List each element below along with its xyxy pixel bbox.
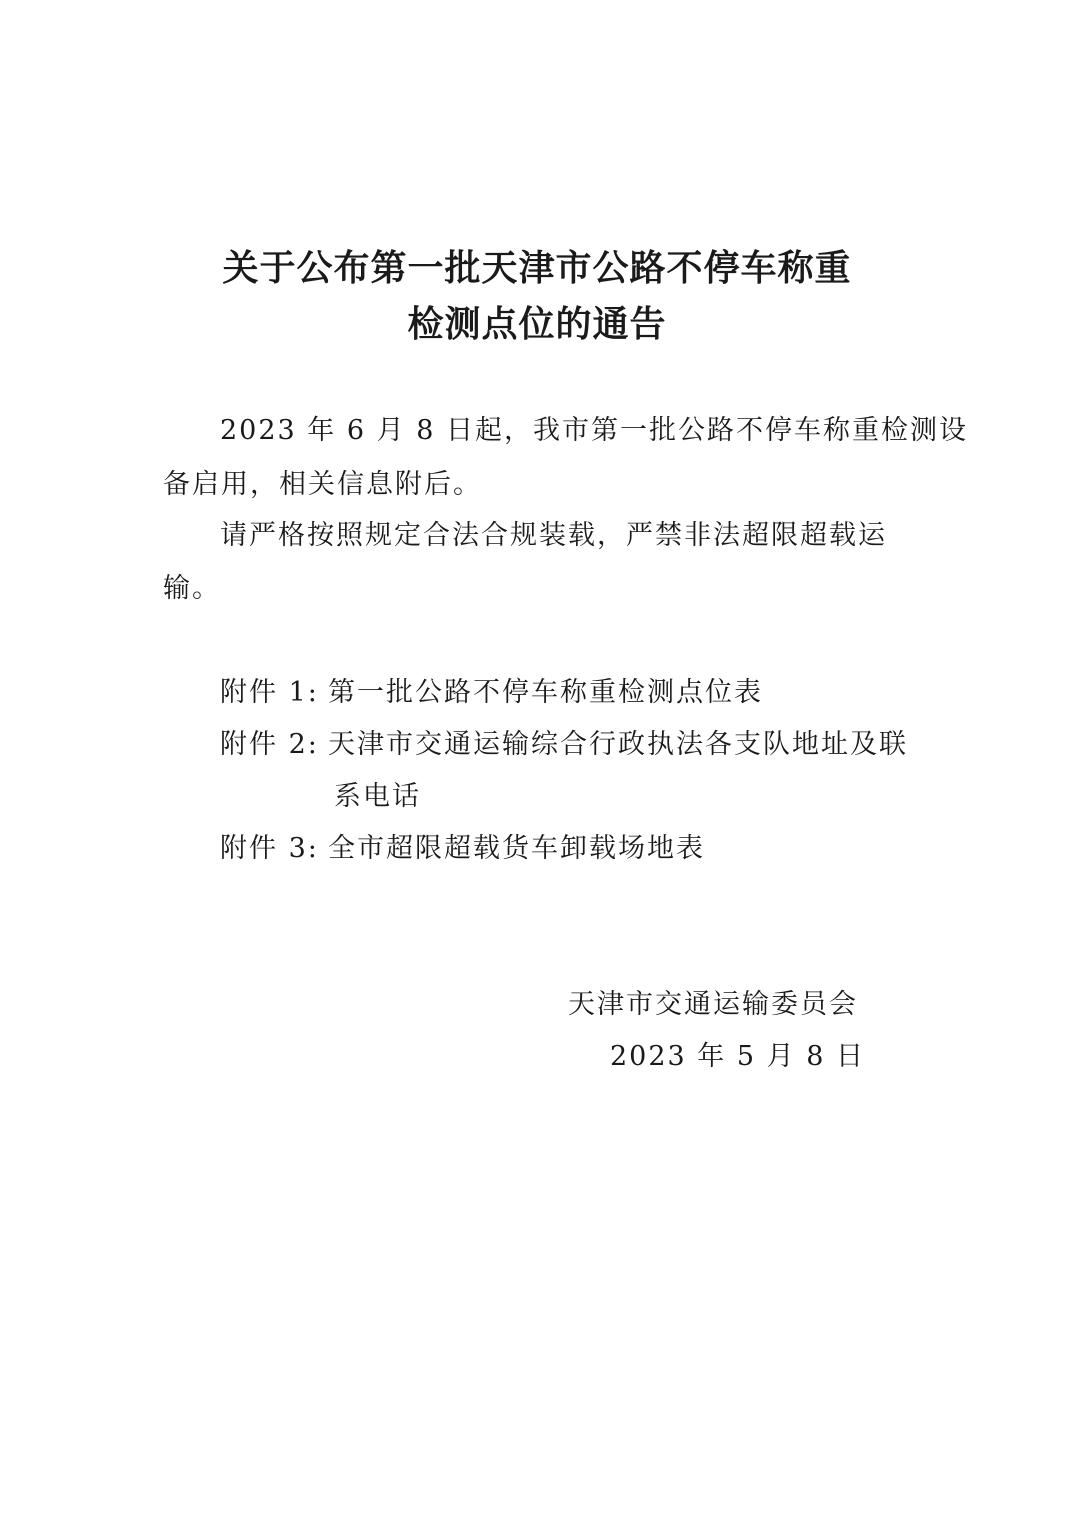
signature-date: 2023 年 5 月 8 日 (610, 1041, 865, 1072)
attachment-2-label: 附件 2: (220, 729, 319, 760)
paragraph-1-line-1: 2023 年 6 月 8 日起，我市第一批公路不停车称重检测设 (220, 415, 968, 446)
paragraph-2-line-1: 请严格按照规定合法合规装载，严禁非法超限超载运 (220, 520, 887, 551)
attachment-1-title: 第一批公路不停车称重检测点位表 (328, 677, 763, 708)
document-title-line-1: 关于公布第一批天津市公路不停车称重 (222, 247, 852, 289)
attachment-2-title-continued: 系电话 (334, 781, 421, 812)
attachment-3-label: 附件 3: (220, 833, 319, 864)
attachment-2-title: 天津市交通运输综合行政执法各支队地址及联 (328, 729, 908, 760)
paragraph-1-line-2: 备启用，相关信息附后。 (163, 469, 482, 500)
document-title-line-2: 检测点位的通告 (407, 303, 667, 345)
signature-organization: 天津市交通运输委员会 (568, 989, 858, 1020)
paragraph-2-line-2: 输。 (163, 573, 221, 604)
attachment-1-label: 附件 1: (220, 677, 319, 708)
attachment-3-title: 全市超限超载货车卸载场地表 (328, 833, 705, 864)
